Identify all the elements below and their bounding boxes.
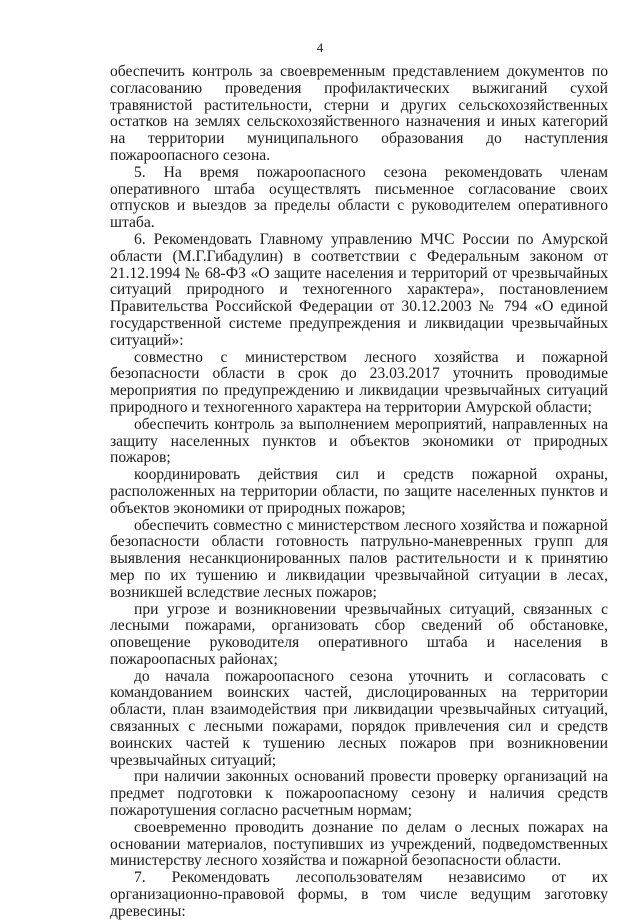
paragraph-item-5: 5. На время пожароопасного сезона рекомендовать членам оперативного штаба осуществлять письменное согласование своих отпусков и выездов за пределы области с руководителем оперативного штаба. (110, 163, 608, 232)
paragraph-military-coordination: до начала пожароопасного сезона уточнить и согласовать с командованием воинских частей, дислоцированных на территории области, план взаимодействия при ликвидации чрезвычайных ситуаций, связанных с лесными пожарами, порядок привлечения сил и средств воинских частей к тушению лесных пожаров при возникновении чрезвычайных ситуаций; (110, 667, 608, 769)
paragraph-emergency-notification: при угрозе и возникновении чрезвычайных ситуаций, связанных с лесными пожарами, организовать сбор сведений об обстановке, оповещение руководителя оперативного штаба и населения в пожароопасных районах; (110, 600, 608, 668)
paragraph-coordinate-measures: совместно с министерством лесного хозяйства и пожарной безопасности области в срок до 23.03.2017 уточнить проводимые мероприятия по предупреждению и ликвидации чрезвычайных ситуаций природного и техногенного характера на территории Амурской области; (110, 348, 608, 416)
paragraph-fire-inquiry: своевременно проводить дознание по делам о лесных пожарах на основании материалов, поступивших из учреждений, подведомственных министерству лесного хозяйства и пожарной безопасности области. (110, 818, 608, 870)
paragraph-item-6: 6. Рекомендовать Главному управлению МЧС России по Амурской области (М.Г.Гибадулин) в соответствии с Федеральным законом от 21.12.1994 № 68-ФЗ «О защите населения и территорий от чрезвычайных ситуаций природного и техногенного характера», постановлением Правительства Российской Федерации от 30.12.2003 № 794 «О единой государственной системе предупреждения и ликвидации чрезвычайных ситуаций»: (110, 230, 608, 349)
paragraph-item-7: 7. Рекомендовать лесопользователям независимо от их организационно-правовой формы, в том числе ведущим заготовку древесины: (110, 869, 608, 920)
paragraph-patrol-groups: обеспечить совместно с министерством лесного хозяйства и пожарной безопасности области готовность патрульно-маневренных групп для выявления несанкционированных палов растительности и к принятию мер по их тушению и ликвидации чрезвычайной ситуации в лесах, возникшей вследствие лесных пожаров; (110, 516, 608, 601)
paragraph-organization-inspection: при наличии законных оснований провести проверку организаций на предмет подготовки к пожароопасному сезону и наличия средств пожаротушения согласно расчетным нормам; (110, 768, 608, 820)
paragraph-control-protection: обеспечить контроль за выполнением мероприятий, направленных на защиту населенных пунктов и объектов экономики от природных пожаров; (110, 415, 608, 467)
paragraph-continuation-control: обеспечить контроль за своевременным представлением документов по согласованию проведения профилактических выжиганий сухой травянистой растительности, стерни и других сельскохозяйственных остатков на землях сельскохозяйственного назначения и иных категорий на территории муниципального образования до наступления пожароопасного сезона. (110, 63, 608, 164)
paragraph-coordinate-forces: координировать действия сил и средств пожарной охраны, расположенных на территории области, по защите населенных пунктов и объектов экономики от природных пожаров; (110, 466, 608, 517)
page-number: 4 (316, 40, 324, 55)
document-body (110, 64, 608, 921)
